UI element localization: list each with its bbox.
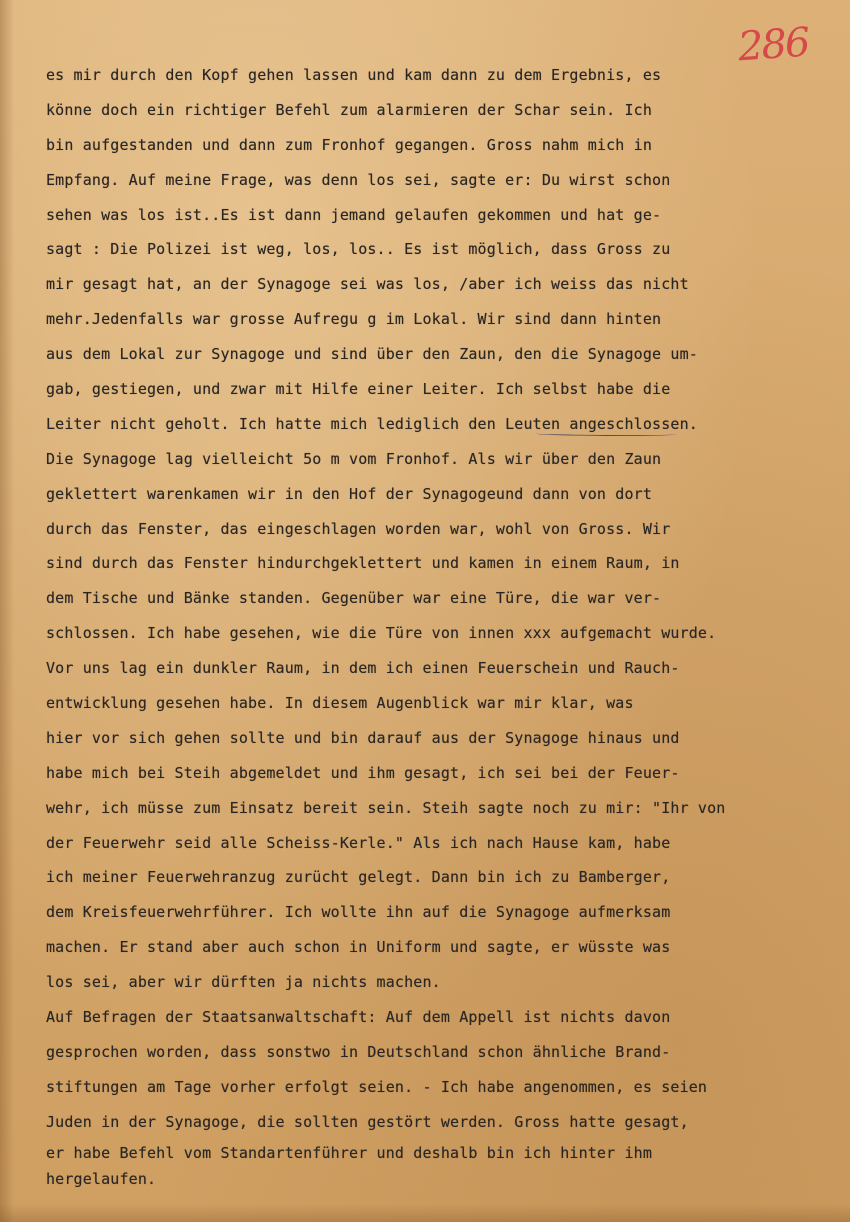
text-line: gab, gestiegen, und zwar mit Hilfe einer Leiter. Ich selbst habe die [46,380,671,399]
text-line: er habe Befehl vom Standartenführer und deshalb bin ich hinter ihm [46,1143,653,1162]
text-line: dem Kreisfeuerwehrführer. Ich wollte ihn auf die Synagoge aufmerksam [46,903,671,922]
text-line: der Feuerwehr seid alle Scheiss-Kerle." Als ich nach Hause kam, habe [46,833,671,852]
text-line: schlossen. Ich habe gesehen, wie die Türe von innen xxx aufgemacht wurde. [46,624,717,643]
text-line: ich meiner Feuerwehranzug zurücht gelegt. Dann bin ich zu Bamberger, [46,868,671,887]
text-line: sagt : Die Polizei ist weg, los, los.. Es ist möglich, dass Gross zu [46,240,671,259]
text-line: geklettert warenkamen wir in den Hof der Synagogeund dann von dort [46,484,653,503]
text-line: sind durch das Fenster hindurchgeklettert und kamen in einem Raum, in [46,554,680,573]
text-line: Auf Befragen der Staatsanwaltschaft: Auf dem Appell ist nichts davon [46,1008,671,1027]
text-line: aus dem Lokal zur Synagoge und sind über den Zaun, den die Synagoge um- [46,345,698,364]
text-line: wehr, ich müsse zum Einsatz bereit sein. Steih sagte noch zu mir: "Ihr von [46,798,726,817]
text-line: hier vor sich gehen sollte und bin darauf aus der Synagoge hinaus und [46,728,680,747]
text-line: stiftungen am Tage vorher erfolgt seien. - Ich habe angenommen, es seien [46,1077,708,1096]
text-line: mehr.Jedenfalls war grosse Aufregu g im Lokal. Wir sind dann hinten [46,310,662,329]
text-line: Leiter nicht geholt. Ich hatte mich lediglich den Leuten angeschlossen. [46,414,698,433]
text-line: Juden in der Synagoge, die sollten gestört werden. Gross hatte gesagt, [46,1112,689,1131]
paper-edge-shading [0,0,14,1222]
text-line: hergelaufen. [46,1169,157,1188]
text-line: machen. Er stand aber auch schon in Uniform und sagte, er wüsste was [46,938,671,957]
text-line: bin aufgestanden und dann zum Fronhof gegangen. Gross nahm mich in [46,135,653,154]
text-line: könne doch ein richtiger Befehl zum alarmieren der Schar sein. Ich [46,100,653,119]
text-line: Vor uns lag ein dunkler Raum, in dem ich einen Feuerschein und Rauch- [46,659,680,678]
text-line: gesprochen worden, dass sonstwo in Deutschland schon ähnliche Brand- [46,1042,671,1061]
text-line: los sei, aber wir dürften ja nichts machen. [46,973,441,992]
paper-bottom-shading [0,1204,850,1222]
handwritten-page-number: 286 [736,19,810,71]
text-line: es mir durch den Kopf gehen lassen und kam dann zu dem Ergebnis, es [46,66,662,84]
text-line: durch das Fenster, das eingeschlagen worden war, wohl von Gross. Wir [46,519,671,538]
typed-text-body [46,58,846,1192]
text-line: habe mich bei Steih abgemeldet und ihm gesagt, ich sei bei der Feuer- [46,763,680,782]
text-line: Empfang. Auf meine Frage, was denn los sei, sagte er: Du wirst schon [46,170,671,189]
text-line: entwicklung gesehen habe. In diesem Augenblick war mir klar, was [46,694,634,713]
text-line: Die Synagoge lag vielleicht 5o m vom Fronhof. Als wir über den Zaun [46,449,662,468]
text-line: dem Tische und Bänke standen. Gegenüber war eine Türe, die war ver- [46,589,662,608]
text-line: mir gesagt hat, an der Synagoge sei was los, /aber ich weiss das nicht [46,275,689,294]
text-line: sehen was los ist..Es ist dann jemand gelaufen gekommen und hat ge- [46,205,662,224]
